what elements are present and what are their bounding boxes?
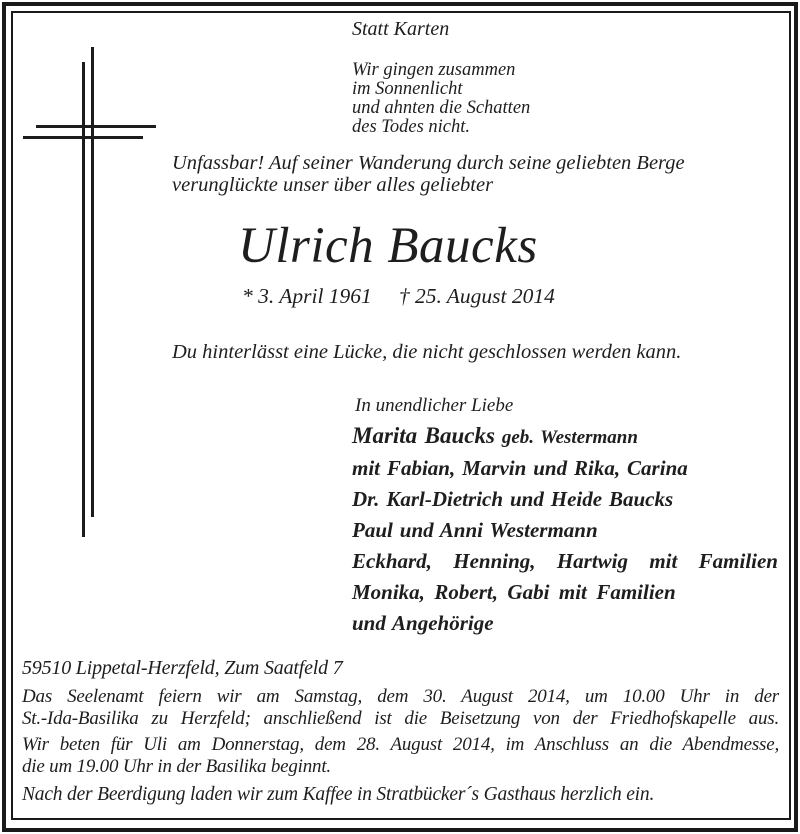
deceased-name: Ulrich Baucks xyxy=(238,218,538,274)
poem-line: Wir gingen zusammen xyxy=(352,60,516,80)
mourner-line: mit Fabian, Marvin und Rika, Carina xyxy=(352,456,688,480)
mourner-line: Eckhard, Henning, Hartwig mit Familien xyxy=(352,549,778,573)
address-line: 59510 Lippetal-Herzfeld, Zum Saatfeld 7 xyxy=(22,657,343,679)
mourner-line: Monika, Robert, Gabi mit Familien xyxy=(352,580,676,604)
mourners-list xyxy=(352,420,778,639)
cross-horizontal-line xyxy=(36,125,156,128)
widow-maiden-name: geb. Westermann xyxy=(501,427,638,448)
mourner-line: und Angehörige xyxy=(352,611,494,635)
poem-line: und ahnten die Schatten xyxy=(352,98,531,118)
birth-date: * 3. April 1961 xyxy=(242,284,372,308)
prayer-line: die um 19.00 Uhr in der Basilika beginnt. xyxy=(22,756,331,777)
prayer-info xyxy=(22,734,779,778)
tribute-line: Du hinterlässt eine Lücke, die nicht geschlossen werden kann. xyxy=(172,341,682,363)
cross-vertical-line xyxy=(91,47,94,517)
poem-line: des Todes nicht. xyxy=(352,117,471,137)
statt-karten-note: Statt Karten xyxy=(352,18,450,40)
intro-text xyxy=(172,152,685,196)
widow-name: Marita Baucks xyxy=(352,423,495,448)
intro-line: verunglückte unser über alles geliebter xyxy=(172,174,494,196)
mourning-intro: In unendlicher Liebe xyxy=(355,395,514,416)
death-date: † 25. August 2014 xyxy=(398,284,555,308)
cross-vertical-line xyxy=(82,62,85,537)
mourner-line xyxy=(352,420,778,453)
intro-line: Unfassbar! Auf seiner Wanderung durch seine geliebten Berge xyxy=(172,152,685,174)
poem-line: im Sonnenlicht xyxy=(352,79,463,99)
memorial-poem xyxy=(352,61,530,137)
cross-horizontal-line xyxy=(23,136,143,139)
service-line: Das Seelenamt feiern wir am Samstag, dem 30. August 2014, um 10.00 Uhr in der xyxy=(22,686,779,707)
reception-info: Nach der Beerdigung laden wir zum Kaffee in Stratbücker´s Gasthaus herzlich ein. xyxy=(22,784,655,805)
funeral-service-info xyxy=(22,686,779,730)
prayer-line: Wir beten für Uli am Donnerstag, dem 28. August 2014, im Anschluss an die Abendmesse, xyxy=(22,734,779,755)
mourner-line: Dr. Karl-Dietrich und Heide Baucks xyxy=(352,487,674,511)
mourner-line: Paul und Anni Westermann xyxy=(352,518,598,542)
service-line: St.-Ida-Basilika zu Herzfeld; anschließend ist die Beisetzung von der Friedhofskapelle aus. xyxy=(22,708,779,729)
life-dates xyxy=(242,283,555,309)
